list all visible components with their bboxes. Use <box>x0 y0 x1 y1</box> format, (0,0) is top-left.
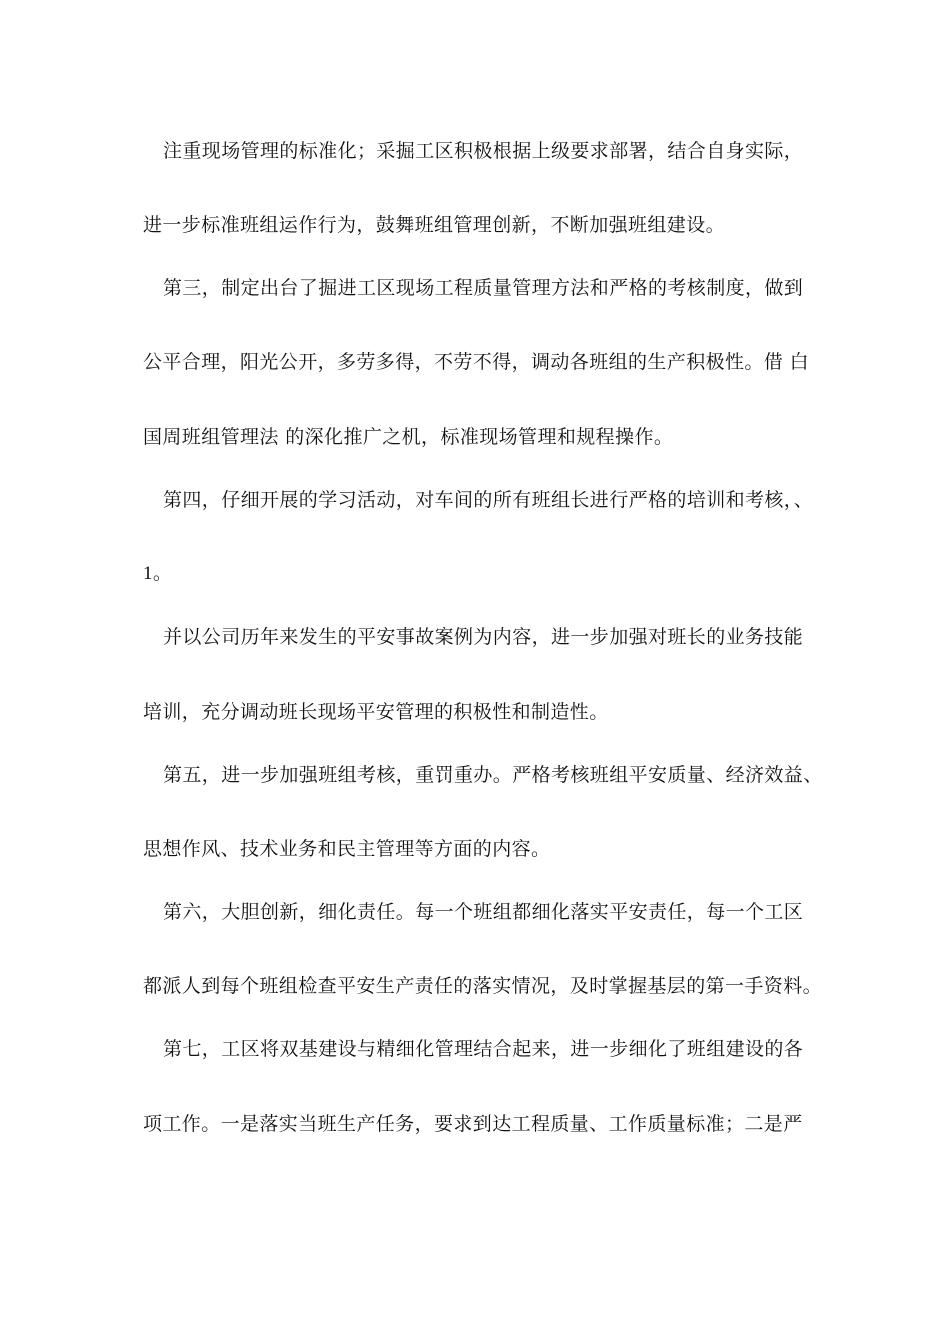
paragraph-line-2: 进一步标准班组运作行为，鼓舞班组管理创新，不断加强班组建设。 <box>143 214 726 236</box>
paragraph-line-13: 都派人到每个班组检查平安生产责任的落实情况，及时掌握基层的第一手资料。 <box>143 975 823 997</box>
paragraph-line-6: 第四，仔细开展的学习活动，对车间的所有班组长进行严格的培训和考核，、 <box>163 489 814 511</box>
paragraph-line-12: 第六，大胆创新，细化责任。每一个班组都细化落实平安责任，每一个工区 <box>163 901 804 923</box>
paragraph-line-5: 国周班组管理法 的深化推广之机，标准现场管理和规程操作。 <box>143 426 674 448</box>
paragraph-line-15: 项工作。一是落实当班生产任务，要求到达工程质量、工作质量标准；二是严 <box>143 1113 803 1135</box>
paragraph-line-11: 思想作风、技术业务和民主管理等方面的内容。 <box>143 838 551 860</box>
paragraph-line-3: 第三，制定出台了掘进工区现场工程质量管理方法和严格的考核制度，做到 <box>163 277 804 299</box>
paragraph-line-7: 1。 <box>143 563 173 584</box>
paragraph-line-4: 公平合理，阳光公开，多劳多得，不劳不得，调动各班组的生产积极性。借 白 <box>143 351 810 373</box>
paragraph-line-9: 培训，充分调动班长现场平安管理的积极性和制造性。 <box>143 701 609 723</box>
paragraph-line-8: 并以公司历年来发生的平安事故案例为内容，进一步加强对班长的业务技能 <box>163 626 804 648</box>
paragraph-line-10: 第五，进一步加强班组考核，重罚重办。严格考核班组平安质量、经济效益、 <box>163 764 823 786</box>
paragraph-line-1: 注重现场管理的标准化；采掘工区积极根据上级要求部署，结合自身实际， <box>163 140 804 162</box>
paragraph-line-14: 第七，工区将双基建设与精细化管理结合起来，进一步细化了班组建设的各 <box>163 1038 804 1060</box>
